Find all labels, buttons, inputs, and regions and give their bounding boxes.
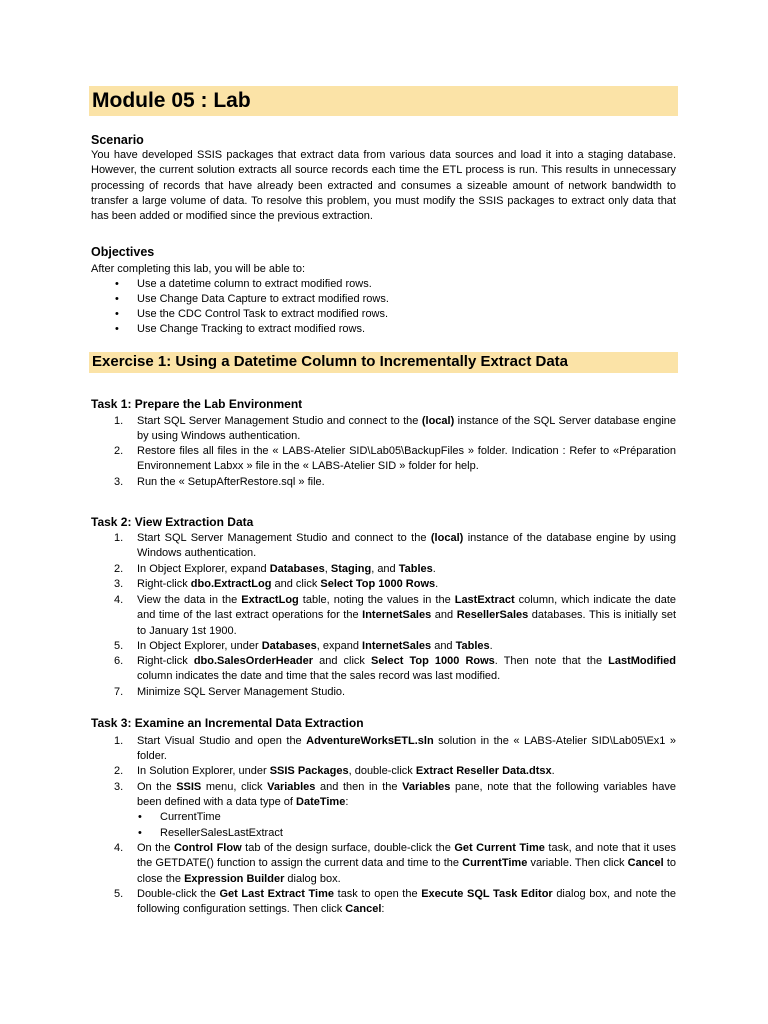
step-number: 7. xyxy=(114,686,124,698)
variable-item: • CurrentTime xyxy=(160,810,221,825)
scenario-heading: Scenario xyxy=(91,133,144,147)
step-number: 3. xyxy=(114,476,124,488)
task2-step-3: 3. Right-click dbo.ExtractLog and click Select Top 1000 Rows. xyxy=(114,577,676,592)
objectives-heading: Objectives xyxy=(91,245,155,259)
variable-item: • ResellerSalesLastExtract xyxy=(160,826,283,841)
task1-heading: Task 1: Prepare the Lab Environment xyxy=(91,397,303,411)
step-number: 2. xyxy=(114,563,124,575)
step-number: 2. xyxy=(114,765,124,777)
module-title: Module 05 : Lab xyxy=(92,89,251,112)
step-number: 1. xyxy=(114,415,124,427)
step-number: 3. xyxy=(114,781,124,793)
step-number: 5. xyxy=(114,640,124,652)
step-number: 5. xyxy=(114,888,124,900)
objective-item: • Use the CDC Control Task to extract modified rows. xyxy=(137,307,388,322)
objective-item: • Use Change Data Capture to extract modified rows. xyxy=(137,292,389,307)
task3-heading: Task 3: Examine an Incremental Data Extraction xyxy=(91,716,364,730)
exercise-title-banner xyxy=(89,352,678,373)
task1-step-2: 2. Restore files all files in the « LABS-Atelier SID\Lab05\BackupFiles » folder. Indication : Refer to «Préparation Environnement Labxx » file in the « LABS-Atelier SID » folder for help. xyxy=(114,445,676,473)
step-number: 1. xyxy=(114,532,124,544)
step-number: 4. xyxy=(114,842,124,854)
task2-step-6: 6. Right-click dbo.SalesOrderHeader and click Select Top 1000 Rows. Then note that the LastModified column indicates the date and time that the sales record was last modified. xyxy=(114,655,676,683)
task3-step-2: 2. In Solution Explorer, under SSIS Packages, double-click Extract Reseller Data.dtsx. xyxy=(114,764,676,779)
objective-item: • Use Change Tracking to extract modified rows. xyxy=(137,322,365,337)
task1-step-3: 3. Run the « SetupAfterRestore.sql » file. xyxy=(114,475,676,490)
task3-step-1: 1. Start Visual Studio and open the AdventureWorksETL.sln solution in the « LABS-Atelier SID\Lab05\Ex1 » folder. xyxy=(114,735,676,763)
step-number: 6. xyxy=(114,655,124,667)
exercise-title: Exercise 1: Using a Datetime Column to Incrementally Extract Data xyxy=(92,353,568,370)
task2-step-7: 7. Minimize SQL Server Management Studio. xyxy=(114,685,676,700)
objectives-intro: After completing this lab, you will be able to: xyxy=(91,263,306,275)
step-number: 1. xyxy=(114,735,124,747)
task2-heading: Task 2: View Extraction Data xyxy=(91,515,254,529)
objective-item: • Use a datetime column to extract modified rows. xyxy=(137,277,372,292)
task1-step-1: 1. Start SQL Server Management Studio and connect to the (local) instance of the SQL Server database engine by using Windows authentication. xyxy=(114,415,676,443)
task3-step-4: 4. On the Control Flow tab of the design surface, double-click the Get Current Time task, and note that it uses the GETDATE() function to assign the current data and time to the CurrentTime variable. Then click Cancel to close the Expression Builder dialog box. xyxy=(114,842,676,885)
task3-step-5: 5. Double-click the Get Last Extract Time task to open the Execute SQL Task Editor dialog box, and note the following configuration settings. Then click Cancel: xyxy=(114,888,676,916)
task2-step-1: 1. Start SQL Server Management Studio and connect to the (local) instance of the database engine by using Windows authentication. xyxy=(114,532,676,560)
task2-step-2: 2. In Object Explorer, expand Databases, Staging, and Tables. xyxy=(114,562,676,577)
scenario-text: You have developed SSIS packages that extract data from various data sources and load it into a staging database. However, the current solution extracts all source records each time the ETL process is run. This results in unnecessary processing of records that have already been extracted and consumes a sizeable amount of network bandwidth to transfer a large volume of data. To resolve this problem, you must modify the SSIS packages to extract only data that has been added or modified since the previous extraction. xyxy=(91,149,676,223)
module-title-banner xyxy=(89,86,678,116)
task2-step-4: 4. View the data in the ExtractLog table, noting the values in the LastExtract column, which indicate the date and time of the last extract operations for the InternetSales and ResellerSales databases. This is initially set to January 1st 1900. xyxy=(114,594,677,637)
step-number: 4. xyxy=(114,594,124,606)
task3-step-3: 3. On the SSIS menu, click Variables and then in the Variables pane, note that the following variables have been defined with a data type of DateTime: xyxy=(114,781,676,809)
step-number: 3. xyxy=(114,578,124,590)
step-number: 2. xyxy=(114,445,124,457)
task2-step-5: 5. In Object Explorer, under Databases, expand InternetSales and Tables. xyxy=(114,639,676,654)
